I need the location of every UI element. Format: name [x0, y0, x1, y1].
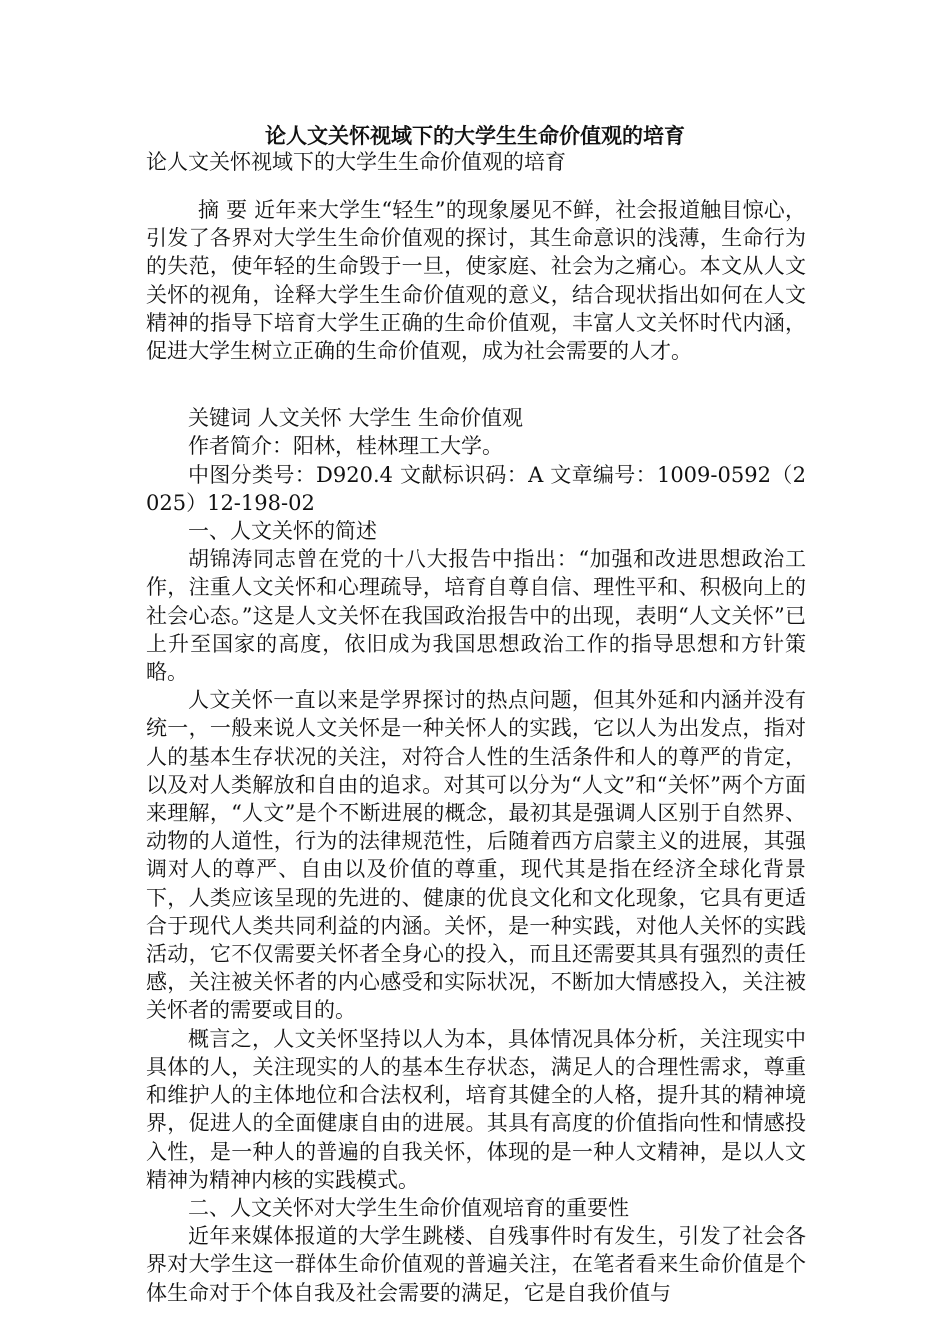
section-heading-1: 一、人文关怀的简述	[188, 519, 377, 544]
author-line: 作者简介：阳林，桂林理工大学。	[188, 434, 503, 459]
document-subtitle: 论人文关怀视域下的大学生生命价值观的培育	[146, 150, 566, 174]
document-title: 论人文关怀视域下的大学生生命价值观的培育	[265, 124, 685, 148]
paragraph: 人文关怀一直以来是学界探讨的热点问题，但其外延和内涵并没有统一，一般来说人文关怀是一种关怀人的实践，它以人为出发点，指对人的基本生存状况的关注，对符合人性的生活条件和人的尊严的肯定，以及对人类解放和自由的追求。对其可以分为“人文”和“关怀”两个方面来理解，“人文”是个不断进展的概念，最初其是强调人区别于自然界、动物的人道性，行为的法律规范性，后随着西方启蒙主义的进展，其强调对人的尊严、自由以及价值的尊重，现代其是指在经济全球化背景下，人类应该呈现的先进的、健康的优良文化和文化现象，它具有更适合于现代人类共同利益的内涵。关怀，是一种实践，对他人关怀的实践活动，它不仅需要关怀者全身心的投入，而且还需要其具有强烈的责任感，关注被关怀者的内心感受和实际状况，不断加大情感投入，关注被关怀者的需要或目的。	[146, 688, 806, 1023]
paragraph: 近年来媒体报道的大学生跳楼、自残事件时有发生，引发了社会各界对大学生这一群体生命价值观的普遍关注，在笔者看来生命价值是个体生命对于个体自我及社会需要的满足，它是自我价值与	[146, 1224, 806, 1305]
paragraph: 胡锦涛同志曾在党的十八大报告中指出：“加强和改进思想政治工作，注重人文关怀和心理疏导，培育自尊自信、理性平和、积极向上的社会心态。”这是人文关怀在我国政治报告中的出现，表明“人文关怀”已上升至国家的高度，依旧成为我国思想政治工作的指导思想和方针策略。	[146, 547, 806, 685]
classification-line: 中图分类号：D920.4 文献标识码：A 文章编号：1009-0592（2025）12-198-02	[146, 462, 806, 515]
abstract-paragraph: 摘 要 近年来大学生“轻生”的现象屡见不鲜，社会报道触目惊心，引发了各界对大学生生命价值观的探讨，其生命意识的浅薄，生命行为的失范，使年轻的生命毁于一旦，使家庭、社会为之痛心。本文从人文关怀的视角，诠释大学生生命价值观的意义，结合现状指出如何在人文精神的指导下培育大学生正确的生命价值观，丰富人文关怀时代内涵，促进大学生树立正确的生命价值观，成为社会需要的人才。	[146, 198, 806, 364]
spacer	[146, 365, 806, 404]
keywords-line: 关键词 人文关怀 大学生 生命价值观	[188, 406, 524, 431]
section-heading-2: 二、人文关怀对大学生生命价值观培育的重要性	[188, 1195, 629, 1220]
document-body	[146, 196, 806, 1307]
paragraph: 概言之，人文关怀坚持以人为本，具体情况具体分析，关注现实中具体的人，关注现实的人的基本生存状态，满足人的合理性需求，尊重和维护人的主体地位和合法权利，培育其健全的人格，提升其的精神境界，促进人的全面健康自由的进展。其具有高度的价值指向性和情感投入性，是一种人的普遍的自我关怀，体现的是一种人文精神，是以人文精神为精神内核的实践模式。	[146, 1026, 806, 1192]
